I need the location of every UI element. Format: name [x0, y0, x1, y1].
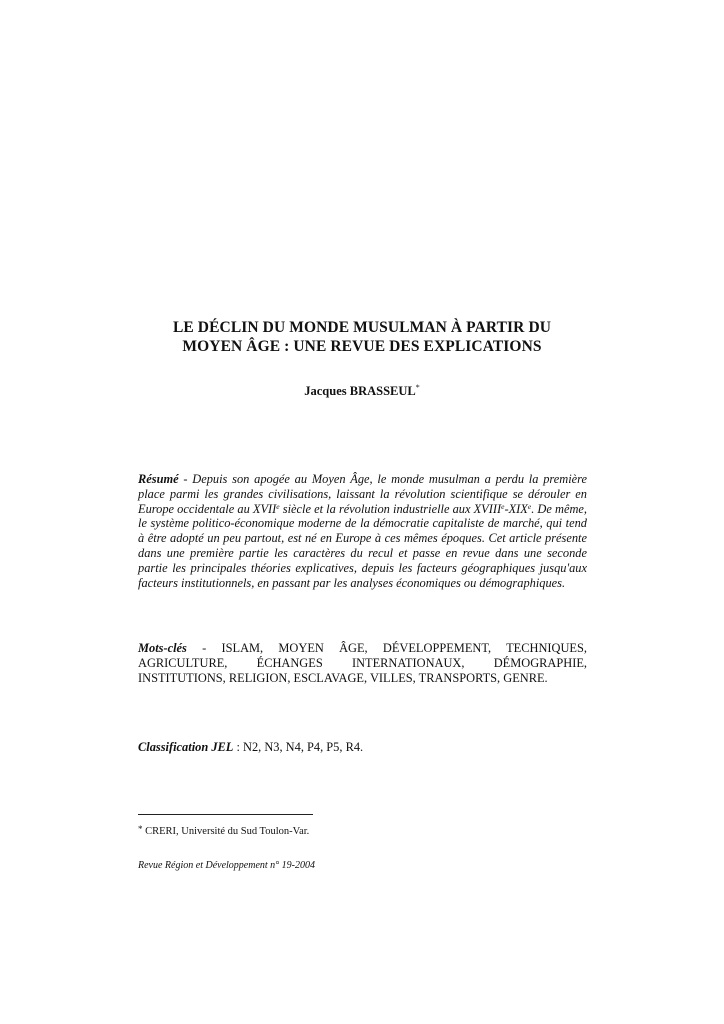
footnote-text: CRERI, Université du Sud Toulon-Var. [142, 826, 310, 837]
journal-reference: Revue Région et Développement n° 19-2004 [138, 860, 315, 871]
abstract-sup-1: e [276, 501, 280, 511]
keywords-label: Mots-clés [138, 641, 187, 655]
abstract-text-3: -XIX [504, 501, 528, 516]
footnote-mark: * [138, 824, 143, 834]
abstract-text-2: siècle et la révolution industrielle aux XVIII [279, 501, 502, 516]
title-line-1: LE DÉCLIN DU MONDE MUSULMAN À PARTIR DU [172, 319, 552, 336]
jel-text: : N2, N3, N4, P4, P5, R4. [233, 740, 364, 754]
jel-label: Classification JEL [138, 740, 234, 754]
abstract-label: Résumé [138, 472, 179, 486]
title-line-2: MOYEN ÂGE : UNE REVUE DES EXPLICATIONS [182, 338, 542, 355]
abstract-text-1: - Depuis son apogée au Moyen Âge, le monde musulman a perdu la première place parmi les grandes civilisations, laissant la révolution scientifique se dérouler en Europe occidentale au XVII [138, 472, 587, 516]
author-footnote-mark: * [415, 383, 420, 392]
paper-title [100, 318, 624, 356]
abstract-text-4: . De même, le système politico-économique moderne de la démocratie capitaliste de marché, qui tend à être adopté un peu partout, est né en Europe à ces mêmes époques. Cet article présente dans une première partie les caractères du recul et passe en revue dans une seconde partie les principales théories explicatives, depuis les facteurs géographiques jusqu'aux facteurs institutionnels, en passant par les analyses économiques ou démographiques. [138, 501, 588, 590]
keywords-text: - ISLAM, MOYEN ÂGE, DÉVELOPPEMENT, TECHNIQUES, AGRICULTURE, ÉCHANGES INTERNATIONAUX, DÉMOGRAPHIE, INSTITUTIONS, RELIGION, ESCLAVAGE, VILLES, TRANSPORTS, GENRE. [138, 641, 587, 685]
jel-classification [138, 740, 587, 755]
keywords [138, 641, 587, 685]
author-line [100, 380, 624, 399]
abstract [138, 472, 587, 590]
footnote [138, 823, 309, 838]
author-name: Jacques BRASSEUL [304, 384, 416, 398]
abstract-sup-2: e [501, 501, 505, 511]
abstract-sup-3: e [527, 501, 532, 511]
footnote-divider [138, 814, 313, 815]
